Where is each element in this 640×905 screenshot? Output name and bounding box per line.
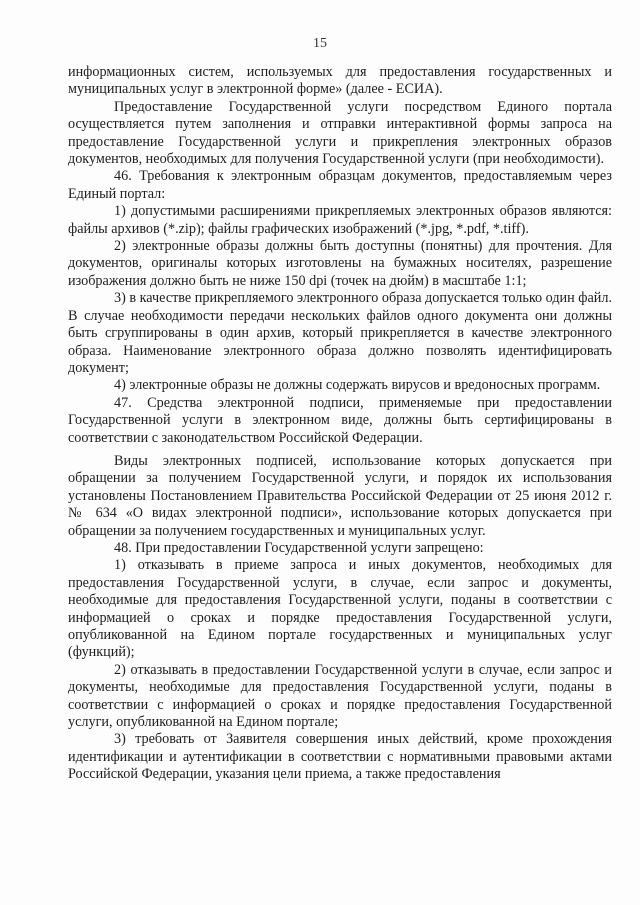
page-number: 15 [313,36,327,51]
paragraph-48-heading: 48. При предоставлении Государственной услуги запрещено: [114,539,484,556]
paragraph-portal-request: Предоставление Государственной услуги посредством Единого портала осуществляется путем заполнения и отправки интерактивной формы запроса на предоставление Государственной услуги и прикрепления электронных образов документов, необходимых для получения Государственной услуги (при необходимости). [68,98,612,168]
paragraph-48-item-3: 3) требовать от Заявителя совершения иных действий, кроме прохождения идентификации и аутентификации в соответствии с нормативными правовыми актами Российской Федерации, указания цели приема, а также предоставления [68,731,612,783]
paragraph-47: 47. Средства электронной подписи, применяемые при предоставлении Государственной услуги в электронном виде, должны быть сертифицированы в соответствии с законодательством Российской Федерации. [68,394,612,446]
document-body [68,64,612,784]
paragraph-signature-types: Виды электронных подписей, использование которых допускается при обращении за получением Государственной услуги, и порядок их использования установлены Постановлением Правительства Российской Федерации от 25 июня 2012 г. № 634 «О видах электронной подписи», использование которых допускается при обращении за получением государственных и муниципальных услуг. [68,452,612,539]
paragraph-continuation: информационных систем, используемых для предоставления государственных и муниципальных услуг в электронной форме» (далее - ЕСИА). [68,64,612,98]
paragraph-48-item-1: 1) отказывать в приеме запроса и иных документов, необходимых для предоставления Государственной услуги, в случае, если запрос и документы, необходимые для предоставления Государственной услуги, поданы в соответствии с информацией о сроках и порядке предоставления Государственной услуги, опубликованной на Едином портале государственных и муниципальных услуг (функций); [68,557,612,661]
paragraph-46-item-2: 2) электронные образы должны быть доступны (понятны) для прочтения. Для документов, оригиналы которых изготовлены на бумажных носителях, разрешение изображения должно быть не ниже 150 dpi (точек на дюйм) в масштабе 1:1; [68,238,612,289]
paragraph-48-item-2: 2) отказывать в предоставлении Государственной услуги в случае, если запрос и документы, необходимые для предоставления Государственной услуги, поданы в соответствии с информацией о сроках и порядке предоставления Государственной услуги, опубликованной на Едином портале; [68,661,612,731]
paragraph-46-heading: 46. Требования к электронным образцам документов, предоставляемым через Единый портал: [68,168,612,202]
paragraph-46-item-4: 4) электронные образы не должны содержать вирусов и вредоносных программ. [114,377,601,394]
paragraph-46-item-3: 3) в качестве прикрепляемого электронного образа допускается только один файл. В случае необходимости передачи нескольких файлов одного документа они должны быть сгруппированы в один архив, который прикрепляется в качестве электронного образа. Наименование электронного образа должно позволять идентифицировать документ; [68,290,612,376]
paragraph-46-item-1: 1) допустимыми расширениями прикрепляемых электронных образов являются: файлы архивов (*.zip); файлы графических изображений (*.jpg, *.pdf, *.tiff). [68,203,612,237]
